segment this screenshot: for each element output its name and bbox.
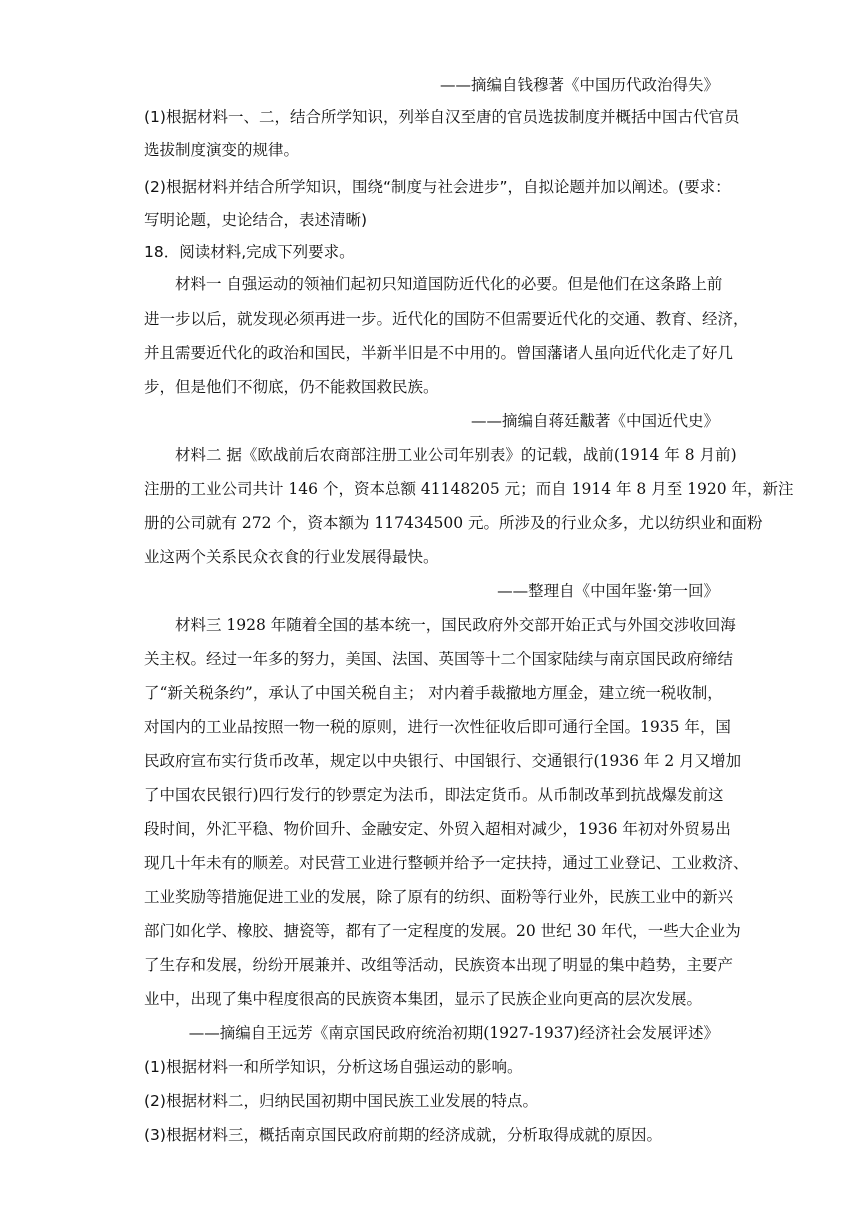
q18-subquestion-3: (3)根据材料三，概括南京国民政府前期的经济成就，分析取得成就的原因。: [144, 1126, 662, 1144]
q18-heading: 18．阅读材料,完成下列要求。: [144, 243, 355, 261]
q18-material-3-line-5: 民政府宣布实行货币改革，规定以中央银行、中国银行、交通银行(1936 年 2 月又增加: [144, 752, 742, 770]
q18-material-1-line-3: 并且需要近代化的政治和国民，半新半旧是不中用的。曾国藩诸人虽向近代化走了好几: [144, 344, 734, 362]
q18-material-1-line-1: 材料一 自强运动的领袖们起初只知道国防近代化的必要。但是他们在这条路上前: [175, 275, 723, 293]
q18-material-3-line-1: 材料三 1928 年随着全国的基本统一，国民政府外交部开始正式与外国交涉收回海: [175, 616, 736, 634]
q18-material-2-line-3: 册的公司就有 272 个，资本额为 117434500 元。所涉及的行业众多，尤以纺织业和面粉: [144, 514, 763, 532]
q18-material-3-line-6: 了中国农民银行)四行发行的钞票定为法币，即法定货币。从币制改革到抗战爆发前这: [144, 786, 724, 804]
source-citation-q17: ——摘编自钱穆著《中国历代政治得失》: [439, 76, 719, 94]
q18-material-3-line-2: 关主权。经过一年多的努力，美国、法国、英国等十二个国家陆续与南京国民政府缔结: [144, 650, 734, 668]
q18-material-3-line-7: 段时间，外汇平稳、物价回升、金融安定、外贸入超相对减少，1936 年初对外贸易出: [144, 820, 731, 838]
q18-material-2-line-1: 材料二 据《欧战前后农商部注册工业公司年别表》的记载，战前(1914 年 8 月前): [175, 446, 737, 464]
q18-material-3-line-12: 业中，出现了集中程度很高的民族资本集团，显示了民族企业向更高的层次发展。: [144, 990, 703, 1008]
q18-material-3-line-9: 工业奖励等措施促进工业的发展，除了原有的纺织、面粉等行业外，民族工业中的新兴: [144, 888, 734, 906]
q18-material-1-source: ——摘编自蒋廷黻著《中国近代史》: [470, 412, 719, 430]
q18-material-3-source: ——摘编自王远芳《南京国民政府统治初期(1927-1937)经济社会发展评述》: [188, 1024, 719, 1042]
q17-subquestion-1-line-2: 选拔制度演变的规律。: [144, 141, 300, 159]
q18-material-2-line-2: 注册的工业公司共计 146 个，资本总额 41148205 元；而自 1914 年 8 月至 1920 年，新注: [144, 480, 794, 498]
q18-material-1-line-2: 进一步以后，就发现必须再进一步。近代化的国防不但需要近代化的交通、教育、经济，: [144, 310, 749, 328]
q18-material-3-line-8: 现几十年未有的顺差。对民营工业进行整顿并给予一定扶持，通过工业登记、工业救济、: [144, 854, 749, 872]
q17-subquestion-2-line-1: (2)根据材料并结合所学知识，围绕“制度与社会进步”，自拟论题并加以阐述。(要求：: [144, 178, 731, 196]
q18-material-1-line-4: 步，但是他们不彻底，仍不能救国救民族。: [144, 378, 439, 396]
q18-subquestion-1: (1)根据材料一和所学知识，分析这场自强运动的影响。: [144, 1058, 523, 1076]
q17-subquestion-2-line-2: 写明论题，史论结合，表述清晰): [144, 211, 368, 229]
q18-material-3-line-11: 了生存和发展，纷纷开展兼并、改组等活动，民族资本出现了明显的集中趋势，主要产: [144, 956, 734, 974]
q18-material-2-source: ——整理自《中国年鉴·第一回》: [497, 582, 719, 600]
q18-material-3-line-3: 了“新关税条约”，承认了中国关税自主； 对内着手裁撤地方厘金，建立统一税收制，: [144, 684, 723, 702]
q17-subquestion-1-line-1: (1)根据材料一、二，结合所学知识，列举自汉至唐的官员选拔制度并概括中国古代官员: [144, 108, 740, 126]
q18-material-3-line-4: 对国内的工业品按照一物一税的原则，进行一次性征收后即可通行全国。1935 年，国: [144, 718, 731, 736]
q18-material-2-line-4: 业这两个关系民众衣食的行业发展得最快。: [144, 548, 439, 566]
q18-subquestion-2: (2)根据材料二，归纳民国初期中国民族工业发展的特点。: [144, 1092, 538, 1110]
q18-material-3-line-10: 部门如化学、橡胶、搪瓷等，都有了一定程度的发展。20 世纪 30 年代，一些大企业为: [144, 922, 741, 940]
